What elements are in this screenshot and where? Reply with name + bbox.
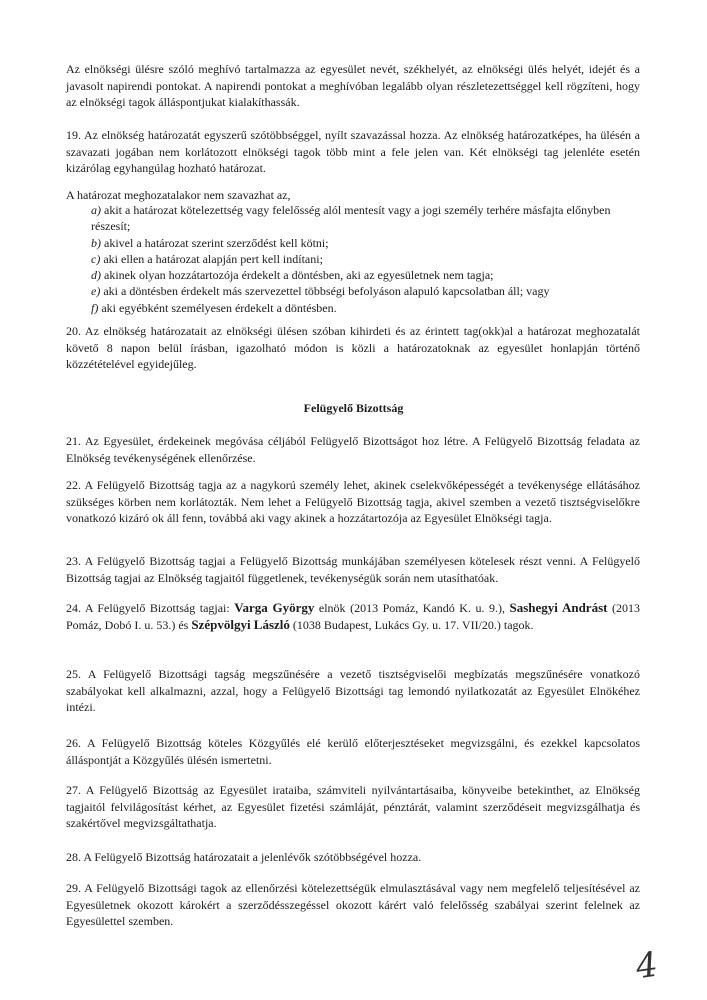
member-name-2: Sashegyi Andrást bbox=[509, 600, 608, 615]
list-text: akit a határozat kötelezettség vagy felelősség alól mentesít vagy a jogi személy terhére másfajta előnyben részesít; bbox=[91, 203, 611, 234]
list-text: aki egyébként személyesen érdekelt a döntésben. bbox=[101, 300, 337, 315]
list-text: aki a döntésben érdekelt más szervezettel többségi befolyáson alapuló kapcsolatban áll; vagy bbox=[103, 284, 550, 299]
paragraph-28: 28. A Felügyelő Bizottság határozatait a jelenlévők szótöbbségével hozza. bbox=[66, 850, 422, 864]
list-item-c bbox=[91, 251, 639, 267]
p24-mid2: (2013 Pomáz, Dobó I. u. 53.) és bbox=[66, 601, 640, 632]
p24-mid1: elnök (2013 Pomáz, Kandó K. u. 9.), bbox=[314, 601, 510, 615]
member-name-1: Varga György bbox=[234, 600, 315, 615]
paragraph-22: 22. A Felügyelő Bizottság tagja az a nagykorú személy lehet, akinek cselekvőképességét a tevékenysége ellátásához szükséges körben nem korlátozták. Nem lehet a Felügyelő Bizottság tagja, akivel szemben a vezető tisztségviselőkre vonatkozó kizáró ok áll fenn, továbbá aki vagy akinek a hozzátartozója az Egyesület Elnökségi tagja. bbox=[66, 478, 640, 525]
paragraph-23: 23. A Felügyelő Bizottság tagjai a Felügyelő Bizottság munkájában személyesen kötelesek részt venni. A Felügyelő Bizottság tagjai az Elnökség tagjaitól függetlenek, tevékenységük során nem utasíthatóak. bbox=[66, 554, 640, 585]
member-name-3: Szépvölgyi László bbox=[191, 616, 290, 632]
list-letter: a) bbox=[91, 203, 101, 217]
paragraph-20: 20. Az elnökség határozatait az elnökségi ülésen szóban kihirdeti és az érintett tag(okk)al a határozat meghozatalát követő 8 napon belül írásban, igazolható módon is közli a határozatoknak az egyesület honlapján történő közzétételével egyidejűleg. bbox=[66, 324, 640, 371]
list-item-a bbox=[91, 202, 639, 235]
list-text: akivel a határozat szerint szerződést kell kötni; bbox=[104, 235, 329, 250]
list-letter: e) bbox=[91, 284, 101, 299]
list-letter: b) bbox=[91, 235, 101, 250]
section-heading: Felügyelő Bizottság bbox=[303, 401, 404, 415]
list-item-d bbox=[91, 267, 639, 283]
list-letter: f) bbox=[91, 300, 99, 315]
paragraph-21: 21. Az Egyesület, érdekeinek megóvása céljából Felügyelő Bizottságot hoz létre. A Felügyelő Bizottság feladata az Elnökség tevékenységének ellenőrzése. bbox=[66, 434, 640, 465]
paragraph-24 bbox=[66, 600, 640, 633]
paragraph-intro: Az elnökségi ülésre szóló meghívó tartalmazza az egyesület nevét, székhelyét, az elnökségi ülés helyét, idejét és a javasolt napirendi pontokat. A napirendi pontokat a meghívóban legalább olyan részletezettséggel kell rögzíteni, hogy az elnökségi tagok álláspontjukat kialakíthassák. bbox=[66, 62, 640, 109]
list-letter: c) bbox=[91, 251, 101, 266]
p24-prefix: 24. A Felügyelő Bizottság tagjai: bbox=[66, 601, 235, 615]
list-text: akinek olyan hozzátartozója érdekelt a döntésben, aki az egyesületnek nem tagja; bbox=[104, 268, 494, 283]
list-item-b bbox=[91, 235, 639, 251]
exclusion-list bbox=[91, 202, 639, 316]
paragraph-19: 19. Az elnökség határozatát egyszerű szótöbbséggel, nyílt szavazással hozza. Az elnökség határozatképes, ha ülésén a szavazati jogában nem korlátozott elnökségi tagok több mint a fele jelen van. Két elnökségi tag jelenléte esetén kizárólag egyhangúlag hozható határozat. bbox=[66, 128, 640, 175]
list-text: aki ellen a határozat alapján pert kell indítani; bbox=[103, 251, 323, 266]
p24-suffix: (1038 Budapest, Lukács Gy. u. 17. VII/20.) tagok. bbox=[289, 617, 534, 632]
paragraph-list-intro: A határozat meghozatalakor nem szavazhat az, bbox=[66, 188, 291, 202]
list-item-f bbox=[91, 300, 639, 316]
paragraph-27: 27. A Felügyelő Bizottság az Egyesület irataiba, számviteli nyilvántartásaiba, könyveibe betekinthet, az Elnökség tagjaitól felvilágosítást kérhet, az Egyesület fizetési számláját, pénztárát, valamint szerződéseit megvizsgálhatja és szakértővel megvizsgáltathatja. bbox=[66, 783, 640, 830]
list-item-e bbox=[91, 283, 639, 299]
handwritten-page-number: 4 bbox=[633, 944, 661, 988]
paragraph-26: 26. A Felügyelő Bizottság köteles Közgyűlés elé kerülő előterjesztéseket megvizsgálni, és ezekkel kapcsolatos álláspontját a Közgyűlés ülésén ismertetni. bbox=[66, 736, 640, 767]
paragraph-29: 29. A Felügyelő Bizottsági tagok az ellenőrzési kötelezettségük elmulasztásával vagy nem megfelelő teljesítésével az Egyesületnek okozott károkért a szerződésszegéssel okozott kárért való felelősség szabályai szerint felelnek az Egyesülettel szemben. bbox=[66, 881, 640, 928]
list-letter: d) bbox=[91, 268, 101, 283]
paragraph-25: 25. A Felügyelő Bizottsági tagság megszűnésére a vezető tisztségviselői megbízatás megszűnésére vonatkozó szabályokat kell alkalmazni, azzal, hogy a Felügyelő Bizottsági tag lemondó nyilatkozatát az Egyesület Elnökéhez intézi. bbox=[66, 667, 640, 714]
